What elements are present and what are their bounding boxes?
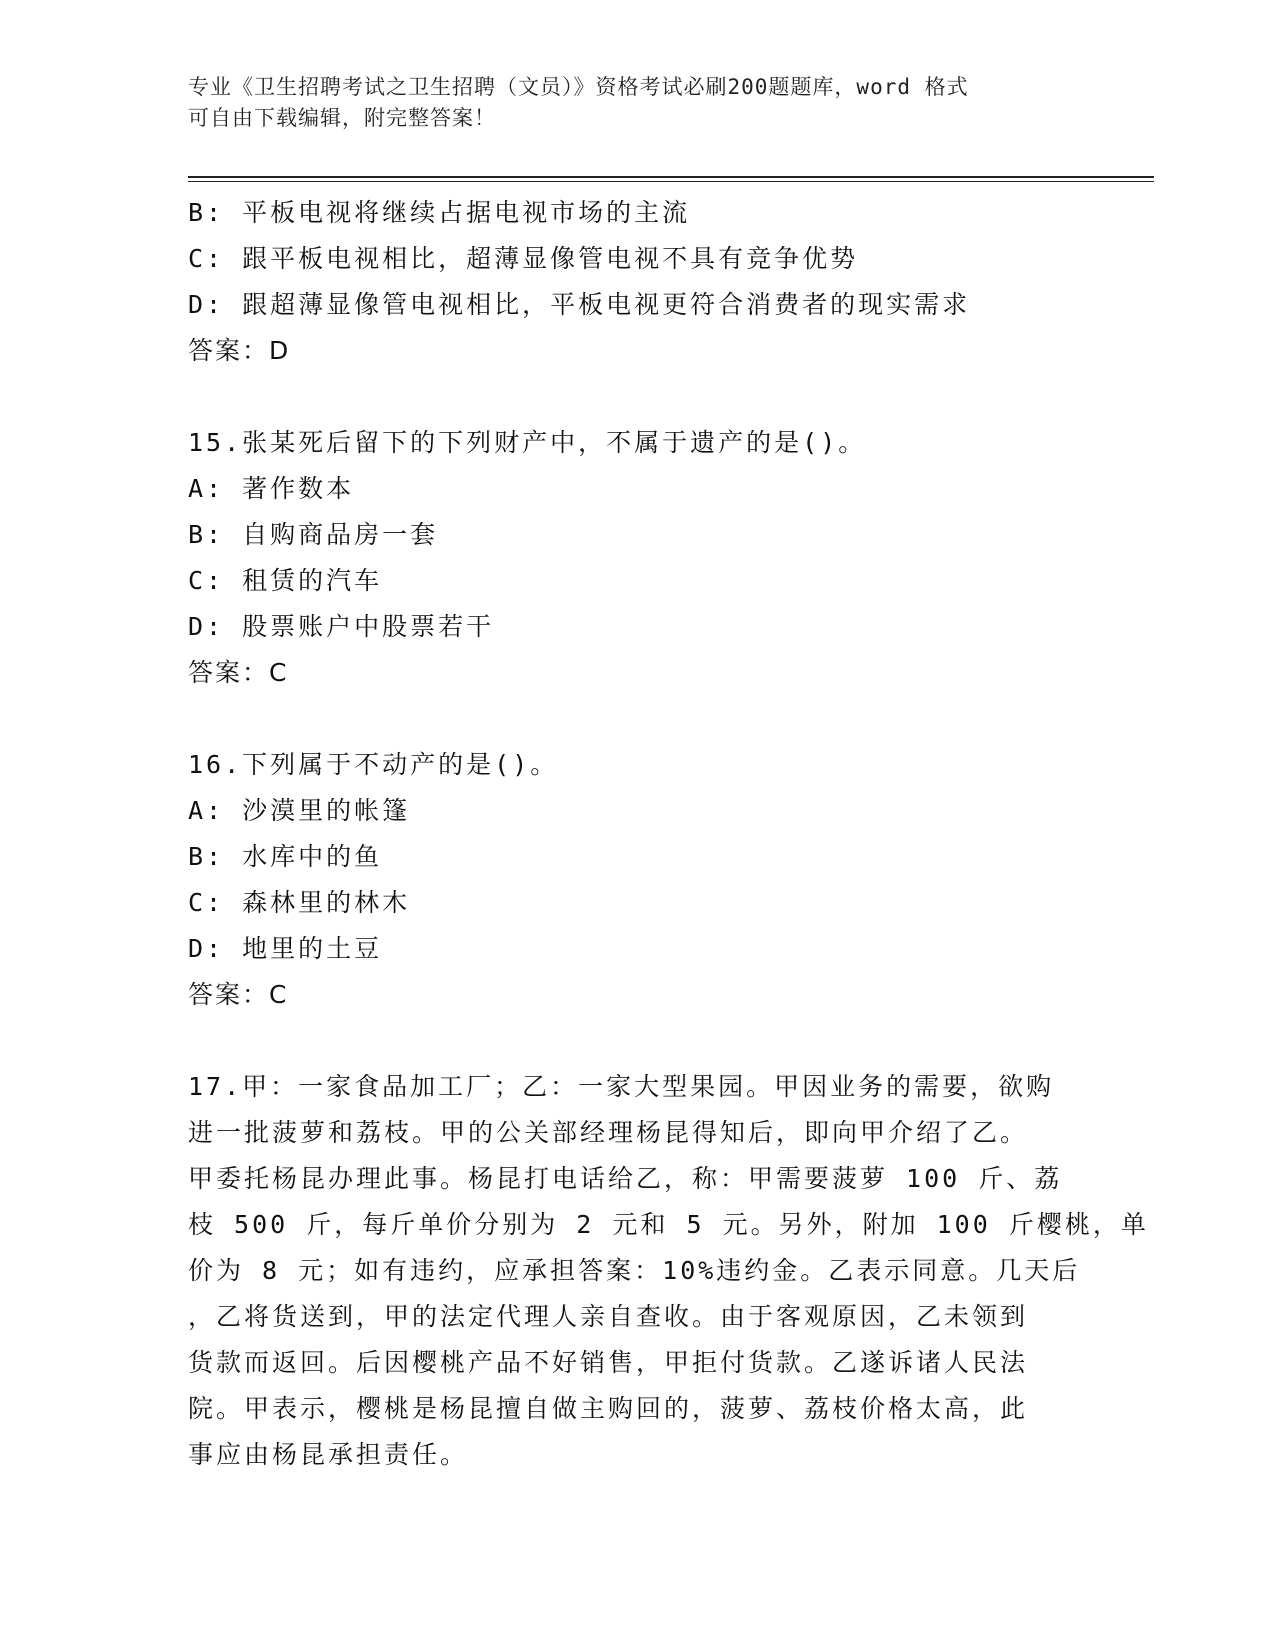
question-stem: 16.下列属于不动产的是()。: [188, 750, 559, 779]
header-rule-thin: [188, 181, 1154, 182]
option-a: A: 沙漠里的帐篷: [188, 796, 411, 825]
paragraph-line: 17.甲：一家食品加工厂；乙：一家大型果园。甲因业务的需要，欲购: [188, 1072, 1055, 1101]
option-d: D: 地里的土豆: [188, 934, 383, 963]
page-header: [188, 72, 1088, 134]
option-c: C: 跟平板电视相比，超薄显像管电视不具有竞争优势: [188, 244, 859, 273]
answer: 答案：C: [188, 980, 289, 1009]
paragraph-line: ，乙将货送到，甲的法定代理人亲自查收。由于客观原因，乙未领到: [188, 1302, 1029, 1331]
paragraph-line: 枝 500 斤，每斤单价分别为 2 元和 5 元。另外，附加 100 斤樱桃，单: [188, 1210, 1149, 1239]
paragraph-line: 事应由杨昆承担责任。: [188, 1440, 469, 1469]
option-b: B: 水库中的鱼: [188, 842, 383, 871]
header-line-2: 可自由下载编辑，附完整答案！: [188, 106, 496, 130]
question-17-text: [188, 1064, 1149, 1478]
option-c: C: 森林里的林木: [188, 888, 411, 917]
answer: 答案：C: [188, 658, 289, 687]
header-rule-thick: [188, 176, 1154, 178]
option-b: B: 平板电视将继续占据电视市场的主流: [188, 198, 691, 227]
paragraph-line: 价为 8 元；如有违约，应承担答案：10%违约金。乙表示同意。几天后: [188, 1256, 1081, 1285]
paragraph-line: 进一批菠萝和荔枝。甲的公关部经理杨昆得知后，即向甲介绍了乙。: [188, 1118, 1029, 1147]
option-c: C: 租赁的汽车: [188, 566, 383, 595]
paragraph-line: 甲委托杨昆办理此事。杨昆打电话给乙，称：甲需要菠萝 100 斤、荔: [188, 1164, 1063, 1193]
question-content: [188, 190, 1149, 1478]
answer: 答案：D: [188, 336, 291, 365]
spacer: [188, 374, 1088, 420]
question-stem: 15.张某死后留下的下列财产中，不属于遗产的是()。: [188, 428, 867, 457]
option-a: A: 著作数本: [188, 474, 355, 503]
spacer: [188, 696, 1088, 742]
option-b: B: 自购商品房一套: [188, 520, 439, 549]
paragraph-line: 院。甲表示，樱桃是杨昆擅自做主购回的，菠萝、荔枝价格太高，此: [188, 1394, 1029, 1423]
option-d: D: 股票账户中股票若干: [188, 612, 495, 641]
spacer: [188, 1018, 1088, 1064]
paragraph-line: 货款而返回。后因樱桃产品不好销售，甲拒付货款。乙遂诉诸人民法: [188, 1348, 1029, 1377]
header-line-1: 专业《卫生招聘考试之卫生招聘（文员）》资格考试必刷200题题库，word 格式: [188, 75, 969, 99]
option-d: D: 跟超薄显像管电视相比，平板电视更符合消费者的现实需求: [188, 290, 971, 319]
